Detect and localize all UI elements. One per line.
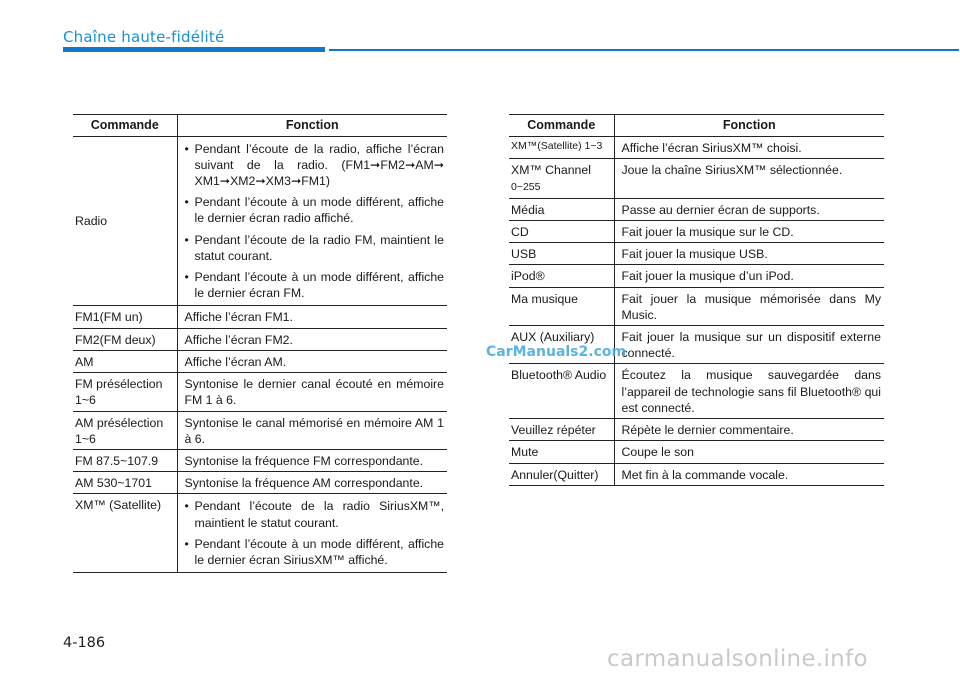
command-range: 1~6 xyxy=(75,393,96,408)
command-cell: Ma musique xyxy=(509,287,614,325)
command-cell: USB xyxy=(509,243,614,265)
function-cell: Affiche l’écran FM1. xyxy=(177,306,447,328)
function-cell: Fait jouer la musique USB. xyxy=(614,243,884,265)
function-cell: Met fin à la commande vocale. xyxy=(614,463,884,485)
table-row xyxy=(509,463,884,485)
command-cell: Mute xyxy=(509,441,614,463)
command-cell: Annuler(Quitter) xyxy=(509,463,614,485)
command-cell: iPod® xyxy=(509,265,614,287)
command-cell xyxy=(73,373,177,411)
function-cell: Fait jouer la musique mémorisée dans My Music. xyxy=(614,287,884,325)
table-row xyxy=(73,136,447,306)
command-text: XM™ Channel xyxy=(511,162,591,177)
command-cell: XM™(Satellite) 1~3 xyxy=(509,136,614,158)
header-rule-thin xyxy=(329,49,959,51)
command-cell: FM 87.5~107.9 xyxy=(73,450,177,472)
function-cell xyxy=(177,494,447,573)
table-row xyxy=(509,419,884,441)
command-cell: AUX (Auxiliary) xyxy=(509,326,614,364)
table-row xyxy=(73,328,447,350)
table-row xyxy=(509,220,884,242)
function-cell: Affiche l’écran AM. xyxy=(177,350,447,372)
command-cell: Radio xyxy=(73,136,177,306)
table-row xyxy=(73,411,447,449)
command-cell: AM xyxy=(73,350,177,372)
table-row xyxy=(73,472,447,494)
function-cell: Répète le dernier commentaire. xyxy=(614,419,884,441)
function-cell: Affiche l’écran FM2. xyxy=(177,328,447,350)
table-row xyxy=(509,265,884,287)
command-cell xyxy=(509,158,614,198)
column-header-command: Commande xyxy=(509,115,614,137)
function-cell: Syntonise la fréquence FM correspondante. xyxy=(177,450,447,472)
command-range: 0~255 xyxy=(511,180,541,193)
command-cell: Bluetooth® Audio xyxy=(509,364,614,419)
function-cell xyxy=(177,136,447,306)
table-row xyxy=(509,243,884,265)
watermark-carmanualsonline: carmanualsonline.info xyxy=(607,646,868,672)
table-row xyxy=(73,350,447,372)
bullet-item: • Pendant l’écoute de la radio SiriusXM™, maintient le statut courant. xyxy=(185,498,445,530)
page-number: 4-186 xyxy=(63,635,106,651)
function-cell: Fait jouer la musique d’un iPod. xyxy=(614,265,884,287)
function-cell: Coupe le son xyxy=(614,441,884,463)
function-cell: Passe au dernier écran de supports. xyxy=(614,198,884,220)
bullet-item: • Pendant l’écoute de la radio, affiche l’écran suivant de la radio. (FM1➞FM2➞AM➞ XM1➞XM2➞XM3➞FM1) xyxy=(185,141,445,190)
bullet-item: • Pendant l’écoute à un mode différent, affiche le dernier écran radio affiché. xyxy=(185,194,445,226)
bullet-item: • Pendant l’écoute à un mode différent, affiche le dernier écran SiriusXM™ affiché. xyxy=(185,536,445,568)
table-row xyxy=(73,306,447,328)
command-cell: Média xyxy=(509,198,614,220)
header-rule-thick xyxy=(63,47,325,52)
command-text: FM présélection xyxy=(75,377,163,392)
command-cell: XM™ (Satellite) xyxy=(73,494,177,573)
command-cell: CD xyxy=(509,220,614,242)
command-cell: FM2(FM deux) xyxy=(73,328,177,350)
left-command-table xyxy=(73,114,447,573)
section-title: Chaîne haute-fidélité xyxy=(63,28,225,46)
bullet-item: • Pendant l’écoute à un mode différent, affiche le dernier écran FM. xyxy=(185,269,445,301)
column-header-function: Fonction xyxy=(614,115,884,137)
table-row xyxy=(509,158,884,198)
table-row xyxy=(509,198,884,220)
table-row xyxy=(73,373,447,411)
command-cell: Veuillez répéter xyxy=(509,419,614,441)
bullet-item: • Pendant l’écoute de la radio FM, maintient le statut courant. xyxy=(185,232,445,264)
right-command-table xyxy=(509,114,884,486)
function-cell: Syntonise le dernier canal écouté en mémoire FM 1 à 6. xyxy=(177,373,447,411)
function-cell: Fait jouer la musique sur un dispositif externe connecté. xyxy=(614,326,884,364)
command-cell: AM présélection 1~6 xyxy=(73,411,177,449)
table-row xyxy=(73,494,447,573)
table-header-row xyxy=(73,115,447,137)
function-cell: Joue la chaîne SiriusXM™ sélectionnée. xyxy=(614,158,884,198)
table-row xyxy=(509,287,884,325)
function-cell: Affiche l’écran SiriusXM™ choisi. xyxy=(614,136,884,158)
watermark-carmanuals2: CarManuals2.com xyxy=(486,344,627,360)
table-row xyxy=(509,441,884,463)
command-cell: AM 530~1701 xyxy=(73,472,177,494)
function-cell: Écoutez la musique sauvegardée dans l’appareil de technologie sans fil Bluetooth® qui est connecté. xyxy=(614,364,884,419)
table-row xyxy=(509,136,884,158)
column-header-command: Commande xyxy=(73,115,177,137)
table-row xyxy=(73,450,447,472)
function-cell: Syntonise la fréquence AM correspondante. xyxy=(177,472,447,494)
function-cell: Fait jouer la musique sur le CD. xyxy=(614,220,884,242)
column-header-function: Fonction xyxy=(177,115,447,137)
function-cell: Syntonise le canal mémorisé en mémoire AM 1 à 6. xyxy=(177,411,447,449)
table-row xyxy=(509,364,884,419)
command-cell: FM1(FM un) xyxy=(73,306,177,328)
table-header-row xyxy=(509,115,884,137)
